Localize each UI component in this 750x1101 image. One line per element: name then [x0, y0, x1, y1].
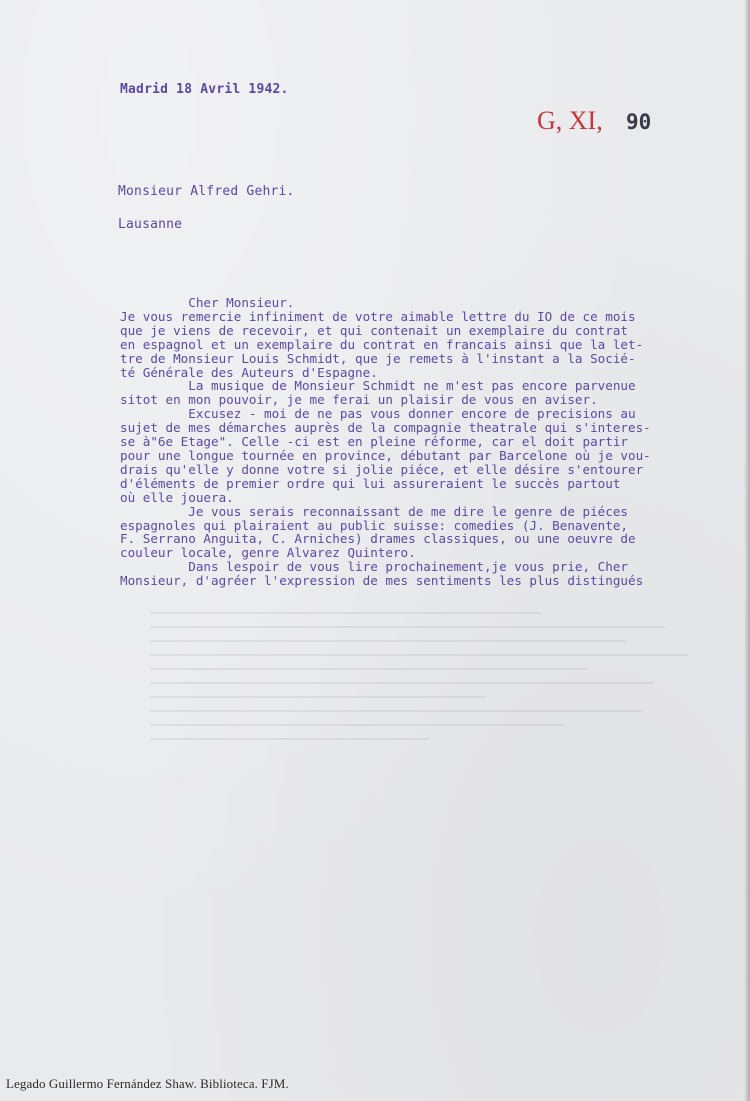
body-line: Cher Monsieur.: [120, 295, 295, 310]
archive-footer-credit: Legado Guillermo Fernández Shaw. Biblioteca. FJM.: [6, 1076, 289, 1091]
body-line: tre de Monsieur Louis Schmidt, que je remets à l'instant a la Socié-: [120, 350, 636, 366]
body-line: F. Serrano Anguita, C. Arniches) drames classiques, ou une oeuvre de: [120, 531, 636, 547]
body-line: drais qu'elle y donne votre si jolie piéce, et elle désire s'entourer: [120, 461, 644, 477]
archive-reference-number: 90: [626, 110, 652, 134]
body-line: La musique de Monsieur Schmidt ne m'est pas encore parvenue: [120, 378, 636, 394]
body-line: Je vous serais reconnaissant de me dire le genre de piéces: [120, 503, 628, 519]
body-line: espagnoles qui plairaient au public suisse: comedies (J. Benavente,: [120, 517, 628, 533]
body-line: d'éléments de premier ordre qui lui assureraient le succès partout: [120, 475, 621, 491]
archive-reference-handwritten: G, XI,: [537, 106, 603, 135]
body-line: Excusez - moi de ne pas vous donner encore de precisions au: [120, 406, 636, 422]
letter-date: Madrid 18 Avril 1942.: [120, 82, 289, 97]
page-edge-shadow: [744, 0, 750, 1101]
letter-body: [120, 296, 720, 588]
body-line: Dans lespoir de vous lire prochainement,je vous prie, Cher: [120, 559, 628, 575]
body-line: couleur locale, genre Alvarez Quintero.: [120, 545, 416, 561]
body-line: où elle jouera.: [120, 489, 234, 505]
body-line: pour une longue tournée en province, débutant par Barcelone où je vou-: [120, 447, 651, 463]
body-line: que je viens de recevoir, et qui contenait un exemplaire du contrat: [120, 322, 628, 338]
letter-addressee: Monsieur Alfred Gehri.: [118, 184, 295, 199]
body-line: se à"6e Etage". Celle -ci est en pleine réforme, car el doit partir: [120, 434, 628, 450]
body-line: Je vous remercie infiniment de votre aimable lettre du IO de ce mois: [120, 308, 636, 324]
body-line: sujet de mes démarches auprès de la compagnie theatrale qui s'interes-: [120, 420, 651, 436]
show-through-texture: [150, 612, 710, 772]
body-line: sitot en mon pouvoir, je me ferai un plaisir de vous en aviser.: [120, 392, 598, 408]
body-line: Monsieur, d'agréer l'expression de mes sentiments les plus distingués: [120, 573, 644, 589]
body-line: té Générale des Auteurs d'Espagne.: [120, 364, 378, 380]
body-line: en espagnol et un exemplaire du contrat en francais ainsi que la let-: [120, 336, 644, 352]
letter-city: Lausanne: [118, 217, 183, 232]
